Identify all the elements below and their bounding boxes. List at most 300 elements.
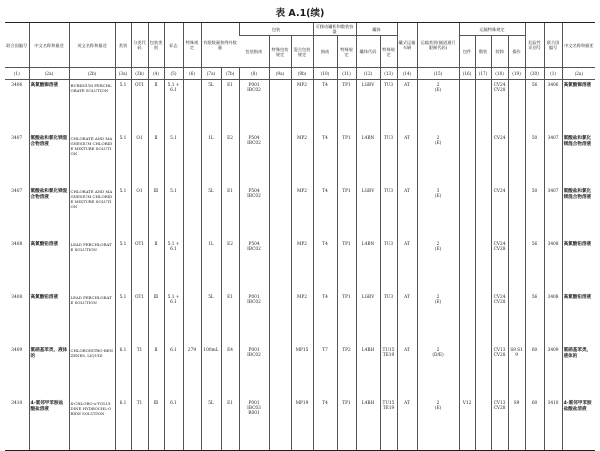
col-ref: (2a) <box>29 68 69 80</box>
cell-special-provisions <box>183 133 201 186</box>
cell-class: 5.1 <box>115 133 131 186</box>
cell-packing-instruction <box>239 345 269 398</box>
cell-label <box>164 186 183 239</box>
cell-packing-instruction-line: P504 <box>248 135 260 141</box>
cell-label-line: 6.1 <box>170 299 177 305</box>
hdr-tank-code: 罐体代码 <box>356 36 380 68</box>
cell-label-line: 6.1 <box>170 347 177 353</box>
cell-packing-instruction-line: R001 <box>248 410 260 416</box>
hdr-tank: 罐体 <box>356 23 397 36</box>
hdr-pt-special: 特殊规定 <box>337 36 356 68</box>
cell-cn-name-2: 氯酸盐和氯化镁混合物溶液 <box>562 186 595 239</box>
cell-packing-instruction-line: P001 <box>248 83 260 88</box>
cell-packing-group: Ⅲ <box>148 292 164 345</box>
col-ref: (4) <box>148 68 164 80</box>
hdr-special-provisions: 特殊规定 <box>183 23 201 68</box>
cell-transport-category-line: 2 <box>436 241 440 247</box>
cell-label-line: 6.1 <box>170 246 177 252</box>
cell-st-bulk <box>475 133 491 186</box>
cell-portable-tank-special: TP1 <box>337 133 356 186</box>
table-row <box>5 133 595 186</box>
cell-mixed-packing: MP2 <box>291 186 313 239</box>
cell-transport-category-line: (D/E) <box>432 352 444 358</box>
cell-vehicle: AT <box>397 345 417 398</box>
cell-st-loading <box>491 80 508 133</box>
cell-cn-name: 氯酸盐和氯化镁混合物溶液 <box>29 186 69 239</box>
cell-packing-instruction-line: IBC02 <box>247 88 261 93</box>
hdr-class-code: 分类代码 <box>131 23 148 68</box>
cell-vehicle: AT <box>397 292 417 345</box>
cell-transport-category <box>417 80 459 133</box>
hdr-st-load: 装卸 <box>491 36 508 68</box>
col-ref: (13) <box>380 68 397 80</box>
cell-st-package <box>459 239 475 292</box>
cell-un-no-2: 3408 <box>544 292 562 345</box>
cell-un-no: 3407 <box>11 188 23 194</box>
cell-portable-tank-special: TP1 <box>337 292 356 345</box>
cell-portable-tank-instr: T4 <box>313 292 337 345</box>
cell-transport-category <box>417 239 459 292</box>
cell-vehicle: AT <box>397 80 417 133</box>
col-ref: (3a) <box>115 68 131 80</box>
hdr-special-transport: 运输特殊规定 <box>459 23 525 36</box>
cell-un-no: 3407 <box>11 135 23 141</box>
column-reference-row <box>5 68 595 80</box>
cell-st-loading <box>491 292 508 345</box>
cell-st-operation <box>508 186 525 239</box>
cell-st-bulk <box>475 80 491 133</box>
cell-class-code: OT1 <box>131 80 148 133</box>
col-ref: (1) <box>5 68 29 80</box>
cell-label <box>164 133 183 186</box>
hdr-vehicle: 罐式运输车辆 <box>397 23 417 68</box>
cell-portable-tank-instr: T4 <box>313 398 337 451</box>
cell-packing-instruction <box>239 80 269 133</box>
cell-st-operation: S9 <box>508 398 525 451</box>
cell-transport-category-line: (E) <box>434 140 442 146</box>
col-ref: (9a) <box>269 68 291 80</box>
cell-packing-instruction-line: IBC02 <box>247 246 261 252</box>
cell-portable-tank-special: TP1 <box>337 80 356 133</box>
cell-packing-instruction-line: IBC02 <box>247 193 261 199</box>
cell-st-loading-line: CV24 <box>493 241 506 247</box>
cell-hazard-id: 60 <box>525 398 544 451</box>
cell-st-loading <box>491 239 508 292</box>
col-ref: (7a) <box>201 68 221 80</box>
cell-mixed-packing: MP15 <box>291 345 313 398</box>
table-row <box>5 186 595 239</box>
cell-portable-tank-instr: T4 <box>313 186 337 239</box>
cell-st-loading <box>491 133 508 186</box>
hdr-pt-instr: 指南 <box>313 36 337 68</box>
cell-class: 6.1 <box>115 398 131 451</box>
cell-cn-name-2: 高氯酸铅溶液 <box>562 292 595 345</box>
cell-st-package <box>459 292 475 345</box>
cell-st-loading <box>491 398 508 451</box>
cell-class: 6.1 <box>115 345 131 398</box>
cell-transport-category <box>417 292 459 345</box>
cell-st-operation <box>508 239 525 292</box>
cell-st-package <box>459 186 475 239</box>
cell-un-no: 3409 <box>11 347 23 353</box>
cell-st-loading-line: CV13 <box>493 347 506 353</box>
cell-tank-code: LGBV <box>356 186 380 239</box>
cell-packing-group: Ⅲ <box>148 398 164 451</box>
cell-transport-category-line: (E) <box>434 193 442 199</box>
cell-cn-name: 氯硝基苯类，液体的 <box>29 345 69 398</box>
cell-transport-category-line: (E) <box>434 299 442 305</box>
cell-transport-category-line: 2 <box>436 294 440 300</box>
cell-packing-group: Ⅱ <box>148 133 164 186</box>
cell-st-loading-line: CV24 <box>493 135 506 141</box>
cell-portable-tank-special: TP2 <box>337 345 356 398</box>
cell-limited-qty: 5L <box>201 292 221 345</box>
cell-portable-tank-special: TP1 <box>337 398 356 451</box>
col-ref: (11) <box>337 68 356 80</box>
cell-portable-tank-instr: T4 <box>313 133 337 186</box>
cell-packing-instruction-line: P504 <box>248 241 260 247</box>
table-row <box>5 80 595 133</box>
cell-tank-special: TU3 <box>380 186 397 239</box>
table-body <box>5 80 595 451</box>
cell-packing-instruction <box>239 186 269 239</box>
cell-hazard-id: 56 <box>525 292 544 345</box>
cell-transport-category <box>417 398 459 451</box>
table-row <box>5 292 595 345</box>
hdr-pack-special: 特殊包装规定 <box>269 36 291 68</box>
cell-tank-special: TU3 <box>380 133 397 186</box>
col-ref: (12) <box>356 68 380 80</box>
cell-st-loading <box>491 345 508 398</box>
cell-packing-instruction-line: IBC03 <box>247 405 261 411</box>
cell-cn-name: 4-氯邻甲苯胺盐酸盐溶液 <box>29 398 69 451</box>
hdr-en-name: 英文名称和描述 <box>69 23 115 68</box>
col-ref: (5) <box>164 68 183 80</box>
cell-transport-category-line: (E) <box>434 88 442 93</box>
cell-packing-group: Ⅱ <box>148 239 164 292</box>
cell-packing-instruction <box>239 292 269 345</box>
cell-class: 5.1 <box>115 186 131 239</box>
cell-st-operation <box>508 292 525 345</box>
hdr-un-no: 联合国编号 <box>5 23 29 68</box>
cell-hazard-id: 50 <box>525 186 544 239</box>
cell-tank-special: TU15 TE19 <box>380 345 397 398</box>
cell-label <box>164 80 183 133</box>
cell-transport-category-line: 2 <box>436 135 440 141</box>
hdr-limited-qty: 有限数量和例外数量 <box>201 23 239 68</box>
cell-portable-tank-special: TP1 <box>337 239 356 292</box>
cell-st-operation <box>508 133 525 186</box>
cell-label <box>164 398 183 451</box>
cell-vehicle: AT <box>397 186 417 239</box>
cell-st-loading-line: CV28 <box>493 246 506 252</box>
cell-excepted-qty: E4 <box>221 345 239 398</box>
cell-portable-tank-instr: T7 <box>313 345 337 398</box>
cell-mixed-packing: MP2 <box>291 80 313 133</box>
table-row <box>5 239 595 292</box>
hdr-st-bulk: 散装 <box>475 36 491 68</box>
cell-class-code: T1 <box>131 398 148 451</box>
cell-limited-qty: 1L <box>201 239 221 292</box>
cell-mixed-packing: MP2 <box>291 133 313 186</box>
cell-st-loading-line: CV28 <box>493 299 506 305</box>
cell-tank-special: TU15 TE19 <box>380 398 397 451</box>
cell-label <box>164 345 183 398</box>
cell-transport-category-line: (E) <box>434 405 442 411</box>
cell-un-no: 3410 <box>5 398 29 451</box>
table-row <box>5 398 595 451</box>
cell-limited-qty: 1L <box>201 133 221 186</box>
cell-st-package <box>459 133 475 186</box>
cell-packing-instruction-line: P504 <box>248 188 260 194</box>
cell-st-loading-line: CV24 <box>493 294 506 300</box>
col-ref: (2a) <box>562 68 595 80</box>
hdr-pack-instr: 包装指南 <box>239 36 269 68</box>
cell-transport-category-line: 2 <box>436 83 440 88</box>
cell-mixed-packing: MP2 <box>291 239 313 292</box>
cell-portable-tank-instr: T4 <box>313 80 337 133</box>
cell-class-code: O1 <box>131 186 148 239</box>
cell-transport-category <box>417 186 459 239</box>
cell-st-loading-line: CV28 <box>493 352 506 358</box>
cell-packing-instruction-line: P001 <box>248 294 260 300</box>
cell-en-name: CHLORONITRO-BENZENES, LIQUID <box>69 345 115 398</box>
cell-pack-special <box>269 133 291 186</box>
cell-tank-code: L4BN <box>356 239 380 292</box>
cell-cn-name: 高氯酸铅溶液 <box>29 239 69 292</box>
cell-special-provisions: 279 <box>183 345 201 398</box>
cell-excepted-qty: E1 <box>221 398 239 451</box>
cell-cn-name: 氯酸盐和氯化镁混合物溶液 <box>29 133 69 186</box>
cell-packing-instruction <box>239 398 269 451</box>
cell-tank-special: TU3 <box>380 80 397 133</box>
col-ref: (20) <box>525 68 544 80</box>
cell-vehicle: AT <box>397 239 417 292</box>
cell-excepted-qty: E1 <box>221 292 239 345</box>
cell-pack-special <box>269 239 291 292</box>
table-row <box>5 345 595 398</box>
cell-cn-name-2: 高氯酸铅溶液 <box>562 239 595 292</box>
hdr-label: 标志 <box>164 23 183 68</box>
cell-packing-instruction-line: IBC02 <box>247 140 261 146</box>
cell-cn-name-2: 氯硝基苯类，液体的 <box>562 345 595 398</box>
cell-cn-name-2: 4-氯邻甲苯胺盐酸盐溶液 <box>562 398 595 451</box>
cell-st-bulk <box>475 292 491 345</box>
cell-tank-special: TU3 <box>380 239 397 292</box>
cell-un-no: 3408 <box>11 241 23 247</box>
cell-packing-instruction-line: P001 <box>248 400 260 406</box>
cell-class-code: O1 <box>131 133 148 186</box>
cell-packing-instruction <box>239 133 269 186</box>
cell-st-package <box>459 80 475 133</box>
cell-label-line: 6.1 <box>170 88 177 93</box>
hdr-st-op: 操作 <box>508 36 525 68</box>
cell-st-bulk <box>475 345 491 398</box>
cell-label <box>164 239 183 292</box>
cell-st-operation: S9 S19 <box>508 345 525 398</box>
hdr-hazard-id: 危险性识别号 <box>525 23 544 68</box>
cell-st-loading <box>491 186 508 239</box>
hdr-portable-tank: 可移动罐柜和散装容器 <box>313 23 356 36</box>
cell-packing-instruction-line: IBC02 <box>247 299 261 305</box>
cell-label-line: 5.1 <box>170 135 177 141</box>
cell-mixed-packing: MP2 <box>291 292 313 345</box>
cell-en-name: RUBIDIUM PERCHLORATE SOLUTION <box>69 80 115 133</box>
col-ref: (19) <box>508 68 525 80</box>
cell-en-name: 4-CHLORO-o-TOLUIDINE HYDROCHL-ORIDE SOLUTION <box>69 398 115 451</box>
cell-hazard-id: 56 <box>525 80 544 133</box>
dangerous-goods-table <box>5 22 595 451</box>
cell-label-line: 5.1 + <box>167 294 180 300</box>
cell-st-loading-line: CV24 <box>493 188 506 194</box>
cell-excepted-qty: E1 <box>221 80 239 133</box>
cell-label-line: 6.1 <box>170 400 177 406</box>
col-ref: (3b) <box>131 68 148 80</box>
cell-un-no-2: 3408 <box>544 239 562 292</box>
col-ref: (14) <box>397 68 417 80</box>
cell-packing-group: Ⅲ <box>148 186 164 239</box>
cell-en-name: LEAD PERCHLORATE SOLUTION <box>69 239 115 292</box>
cell-en-name: CHLORATE AND MAGNESIUM CHLORIDE MIXTURE SOLUTION <box>69 186 115 239</box>
cell-label-line: 5.1 + <box>167 83 180 88</box>
cell-cn-name: 高氯酸铷溶液 <box>29 80 69 133</box>
col-ref: (16) <box>459 68 475 80</box>
cell-tank-code: L4BH <box>356 398 380 451</box>
cell-class: 5.1 <box>115 80 131 133</box>
cell-un-no-2: 3409 <box>544 345 562 398</box>
cell-st-package <box>459 345 475 398</box>
table-header <box>5 23 595 80</box>
col-ref: (7b) <box>221 68 239 80</box>
hdr-st-pkg: 包件 <box>459 36 475 68</box>
col-ref: (18) <box>491 68 508 80</box>
hdr-tank-special: 特殊规定 <box>380 36 397 68</box>
cell-un-no-2: 3410 <box>544 398 562 451</box>
cell-class-code: OT1 <box>131 292 148 345</box>
cell-st-package: V12 <box>459 398 475 451</box>
cell-transport-category-line: (E) <box>434 246 442 252</box>
cell-excepted-qty: E1 <box>221 186 239 239</box>
cell-st-bulk <box>475 398 491 451</box>
hdr-un-no-2: 联合国编号 <box>544 23 562 68</box>
cell-st-bulk <box>475 239 491 292</box>
cell-hazard-id: 50 <box>525 133 544 186</box>
hdr-class: 类别 <box>115 23 131 68</box>
cell-hazard-id: 56 <box>525 239 544 292</box>
cell-special-provisions <box>183 239 201 292</box>
cell-special-provisions <box>183 186 201 239</box>
cell-st-loading-line: CV24 <box>493 83 506 88</box>
cell-tank-code: L4BN <box>356 133 380 186</box>
cell-un-no: 3406 <box>11 83 23 88</box>
cell-special-provisions <box>183 80 201 133</box>
table-title: 表 A.1(续) <box>275 8 325 19</box>
col-ref: (17) <box>475 68 491 80</box>
col-ref: (1) <box>544 68 562 80</box>
cell-tank-code: LGBV <box>356 292 380 345</box>
cell-st-loading-line: CV13 <box>493 400 506 406</box>
cell-st-loading-line: CV28 <box>493 405 506 411</box>
cell-pack-special <box>269 80 291 133</box>
cell-class: 5.1 <box>115 239 131 292</box>
col-ref: (15) <box>417 68 459 80</box>
hdr-cn-name: 中文名称和描述 <box>29 23 69 68</box>
cell-limited-qty: 100mL <box>201 345 221 398</box>
cell-label-line: 5.1 <box>170 188 177 194</box>
cell-special-provisions <box>183 398 201 451</box>
cell-label <box>164 292 183 345</box>
hdr-packing-group: 包装类别 <box>148 23 164 68</box>
cell-cn-name-2: 高氯酸铷溶液 <box>562 80 595 133</box>
cell-vehicle: AT <box>397 133 417 186</box>
cell-pack-special <box>269 186 291 239</box>
cell-tank-code: LGBV <box>356 80 380 133</box>
cell-st-operation <box>508 80 525 133</box>
cell-packing-instruction <box>239 239 269 292</box>
cell-cn-name-2: 氯酸盐和氯化镁混合物溶液 <box>562 133 595 186</box>
cell-portable-tank-special: TP1 <box>337 186 356 239</box>
hdr-transport-category: 运输类别(隧道通行限制代码) <box>417 23 459 68</box>
col-ref: (10) <box>313 68 337 80</box>
cell-transport-category <box>417 133 459 186</box>
col-ref: (6) <box>183 68 201 80</box>
col-ref: (2b) <box>69 68 115 80</box>
col-ref: (9b) <box>291 68 313 80</box>
col-ref: (8) <box>239 68 269 80</box>
cell-tank-code: L4BH <box>356 345 380 398</box>
hdr-packaging: 包装 <box>239 23 313 36</box>
cell-limited-qty: 5L <box>201 80 221 133</box>
cell-pack-special <box>269 292 291 345</box>
cell-excepted-qty: E2 <box>221 239 239 292</box>
cell-un-no: 3408 <box>11 294 23 300</box>
cell-transport-category-line: 2 <box>436 400 440 406</box>
cell-st-loading-line: CV28 <box>493 88 506 93</box>
cell-transport-category-line: 3 <box>436 188 440 194</box>
cell-un-no-2: 3407 <box>544 133 562 186</box>
hdr-mixed-pack: 混合包装规定 <box>291 36 313 68</box>
cell-transport-category-line: 2 <box>436 347 440 353</box>
cell-special-provisions <box>183 292 201 345</box>
cell-limited-qty: 5L <box>201 398 221 451</box>
cell-pack-special <box>269 398 291 451</box>
cell-limited-qty: 5L <box>201 186 221 239</box>
cell-vehicle: AT <box>397 398 417 451</box>
cell-tank-special: TU3 <box>380 292 397 345</box>
cell-cn-name: 高氯酸铅溶液 <box>29 292 69 345</box>
cell-transport-category <box>417 345 459 398</box>
cell-packing-instruction-line: IBC02 <box>247 352 261 358</box>
cell-hazard-id: 60 <box>525 345 544 398</box>
cell-portable-tank-instr: T4 <box>313 239 337 292</box>
hdr-cn-name-2: 中文名称和描述 <box>562 23 595 68</box>
cell-en-name: LEAD PERCHLORATE SOLUTION <box>69 292 115 345</box>
cell-un-no-2: 3407 <box>544 186 562 239</box>
cell-en-name: CHLORATE AND MAGNESIUM CHLORIDE MIXTURE SOLUTION <box>69 133 115 186</box>
cell-un-no-2: 3406 <box>544 80 562 133</box>
cell-packing-instruction-line: P001 <box>248 347 260 353</box>
cell-class: 5.1 <box>115 292 131 345</box>
cell-label-line: 5.1 + <box>167 241 180 247</box>
cell-st-bulk <box>475 186 491 239</box>
cell-packing-group: Ⅱ <box>148 345 164 398</box>
cell-class-code: T1 <box>131 345 148 398</box>
cell-packing-group: Ⅱ <box>148 80 164 133</box>
cell-mixed-packing: MP19 <box>291 398 313 451</box>
cell-pack-special <box>269 345 291 398</box>
cell-class-code: OT1 <box>131 239 148 292</box>
cell-excepted-qty: E2 <box>221 133 239 186</box>
